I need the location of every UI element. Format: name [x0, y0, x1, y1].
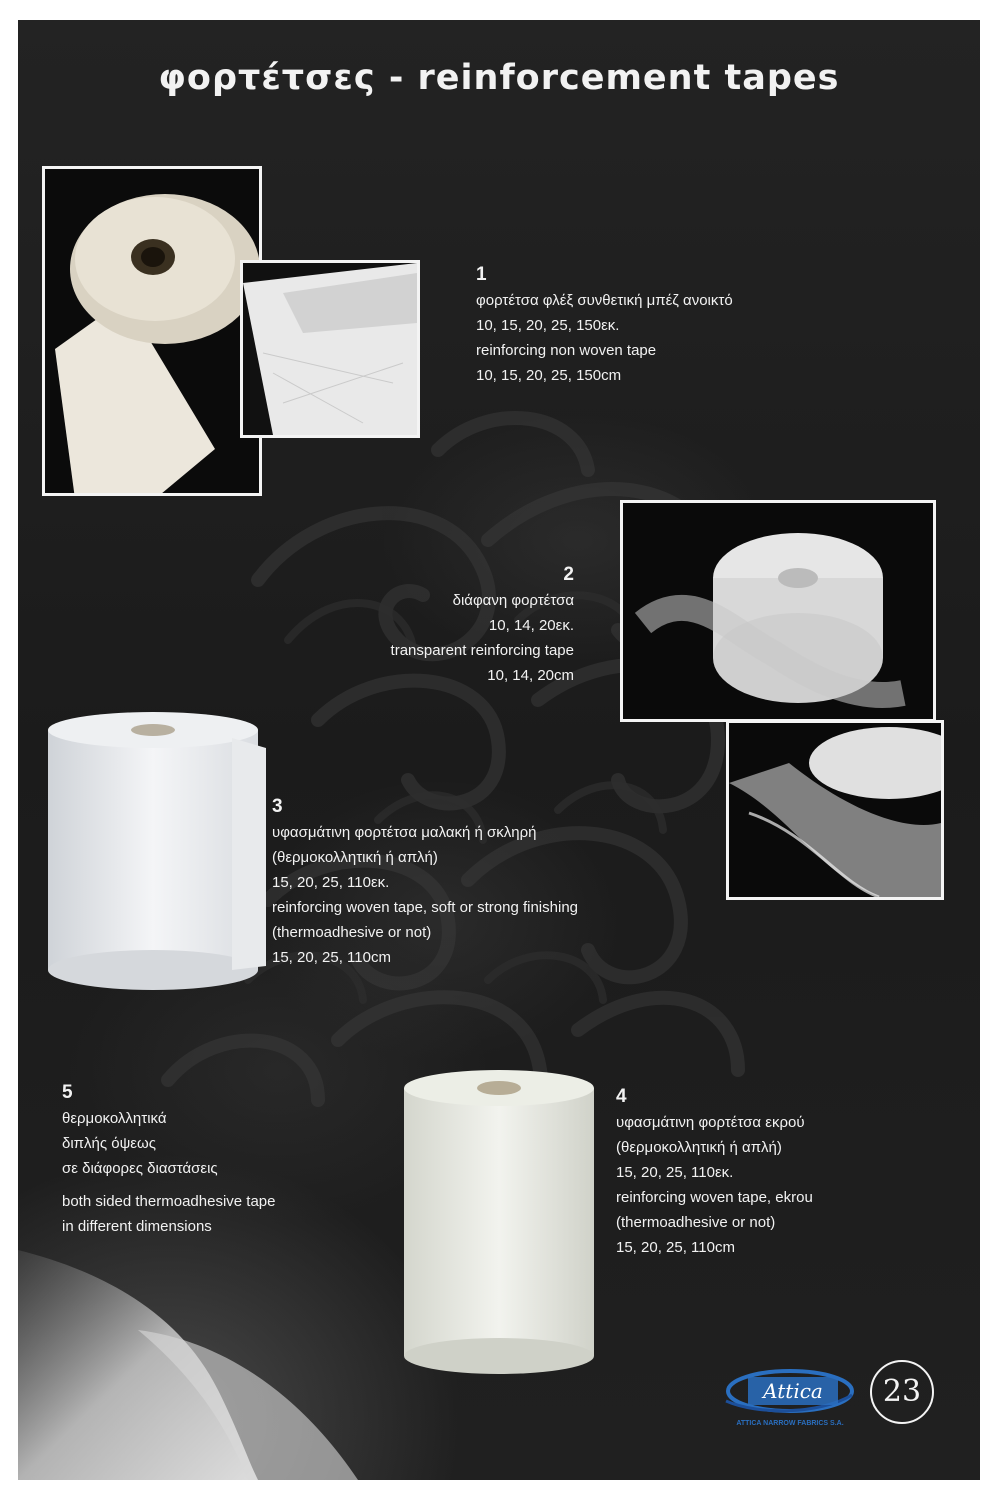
nonwoven-closeup-image [243, 263, 417, 435]
product-2-closeup-photo [726, 720, 944, 900]
nonwoven-roll-image [45, 169, 259, 493]
product-1-line-2: 10, 15, 20, 25, 150εκ. [476, 317, 620, 334]
product-2-caption [314, 562, 574, 688]
transparent-closeup-image [729, 723, 941, 897]
product-4-line-5: (thermoadhesive or not) [616, 1214, 776, 1231]
product-5-line-1: θερμοκολλητικά [62, 1110, 167, 1127]
product-3-line-4: reinforcing woven tape, soft or strong finishing [272, 899, 578, 916]
product-1-line-1: φορτέτσα φλέξ συνθετική μπέζ ανοικτό [476, 292, 733, 309]
product-1-closeup-photo [240, 260, 420, 438]
product-1-roll-photo [42, 166, 262, 496]
page-number: 23 [870, 1360, 934, 1424]
product-3-number: 3 [272, 796, 283, 817]
product-3-line-3: 15, 20, 25, 110εκ. [272, 874, 390, 891]
product-4-number: 4 [616, 1086, 627, 1107]
product-5-line-4: both sided thermoadhesive tape [62, 1193, 276, 1210]
product-2-roll-photo [620, 500, 936, 722]
product-4-roll-image [400, 1068, 600, 1376]
attica-logo [718, 1365, 858, 1435]
product-3-line-6: 15, 20, 25, 110cm [272, 949, 391, 966]
product-4-line-3: 15, 20, 25, 110εκ. [616, 1164, 734, 1181]
product-4-caption [616, 1084, 813, 1260]
product-4-line-1: υφασμάτινη φορτέτσα εκρού [616, 1114, 805, 1131]
product-3-caption [272, 794, 578, 970]
product-5-caption [62, 1080, 275, 1239]
attica-logo-wordmark: Attica [763, 1379, 823, 1403]
product-5-number: 5 [62, 1082, 73, 1103]
product-5-line-3: σε διάφορες διαστάσεις [62, 1160, 218, 1177]
product-2-line-2: 10, 14, 20εκ. [488, 617, 574, 634]
product-3-line-2: (θερμοκολλητική ή απλή) [272, 849, 438, 866]
product-5-line-5: in different dimensions [62, 1218, 212, 1235]
transparent-roll-image [623, 503, 933, 719]
product-3-roll-image [42, 708, 272, 993]
product-2-line-3: transparent reinforcing tape [390, 642, 574, 659]
attica-logo-tagline: ATTICA NARROW FABRICS S.A. [736, 1420, 844, 1427]
product-5-line-2: διπλής όψεως [62, 1135, 156, 1152]
product-2-line-4: 10, 14, 20cm [487, 667, 574, 684]
product-2-line-1: διάφανη φορτέτσα [452, 592, 574, 609]
product-1-caption [476, 262, 733, 388]
product-4-line-6: 15, 20, 25, 110cm [616, 1239, 735, 1256]
product-4-line-4: reinforcing woven tape, ekrou [616, 1189, 813, 1206]
catalog-page [18, 20, 980, 1480]
product-3-line-5: (thermoadhesive or not) [272, 924, 432, 941]
page-title: φορτέτσες - reinforcement tapes [158, 58, 840, 98]
product-3-line-1: υφασμάτινη φορτέτσα μαλακή ή σκληρή [272, 824, 537, 841]
product-1-line-3: reinforcing non woven tape [476, 342, 657, 359]
product-4-line-2: (θερμοκολλητική ή απλή) [616, 1139, 782, 1156]
product-1-number: 1 [476, 264, 487, 285]
product-2-number: 2 [563, 564, 574, 585]
attica-logo-mark [718, 1365, 858, 1435]
product-1-line-4: 10, 15, 20, 25, 150cm [476, 367, 622, 384]
